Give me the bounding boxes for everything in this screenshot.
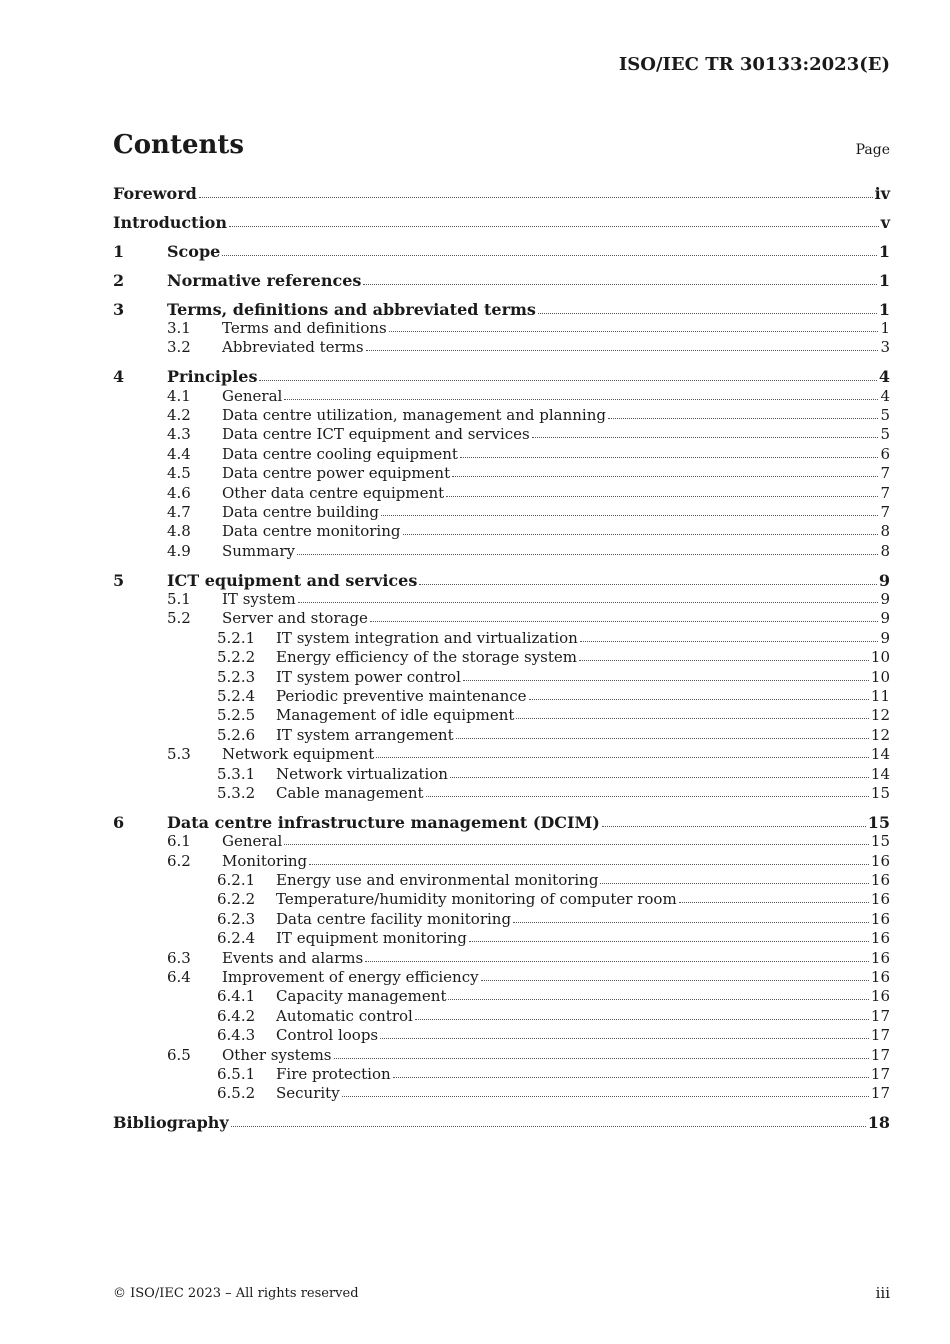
dot-leader	[259, 367, 876, 381]
toc-entry-title: IT equipment monitoring	[276, 929, 467, 948]
copyright-notice: © ISO/IEC 2023 – All rights reserved	[113, 1286, 359, 1301]
toc-entry-page: iv	[874, 184, 890, 203]
toc-entry-title: Data centre ICT equipment and services	[222, 425, 530, 444]
toc-entry-number: 5.2.5	[217, 706, 256, 725]
toc-entry-line	[276, 1084, 890, 1103]
toc-entry-page: 4	[878, 367, 890, 387]
toc-entry-page: 1	[878, 270, 890, 290]
dot-leader	[334, 1045, 869, 1059]
dot-leader	[297, 541, 878, 555]
toc-entry-line	[222, 522, 890, 541]
toc-entry-line	[167, 813, 890, 832]
toc-entry[interactable]	[113, 852, 890, 871]
dot-leader	[363, 271, 876, 285]
toc-entry-page: 8	[880, 541, 890, 560]
toc-entry[interactable]	[113, 668, 890, 687]
page-column-label: Page	[855, 142, 890, 158]
dot-leader	[529, 686, 869, 700]
toc-entry-number: 6.2	[167, 851, 191, 870]
toc-entry-title: Data centre monitoring	[222, 522, 401, 541]
toc-entry-title: Network virtualization	[276, 764, 448, 783]
toc-entry-page: 1	[880, 318, 890, 337]
toc-entry-page: 6	[880, 444, 890, 463]
toc-entry-line	[276, 765, 890, 784]
dot-leader	[376, 744, 869, 758]
toc-entry-line	[222, 590, 890, 609]
toc-entry-line	[276, 668, 890, 687]
toc-entry[interactable]	[113, 571, 890, 590]
toc-entry-number: 6.4.1	[217, 987, 256, 1006]
dot-leader	[389, 318, 879, 332]
toc-entry-title: Data centre power equipment	[222, 464, 451, 483]
document-id: ISO/IEC TR 30133:2023(E)	[618, 54, 890, 75]
toc-entry[interactable]	[113, 706, 890, 725]
toc-entry[interactable]	[113, 184, 890, 203]
dot-leader	[365, 948, 869, 962]
toc-entry-title: Cable management	[276, 783, 424, 802]
toc-entry-page: 1	[878, 241, 890, 261]
toc-entry-title: ICT equipment and services	[167, 570, 418, 590]
toc-entry-number: 6.5.2	[217, 1084, 256, 1103]
toc-entry-title: Automatic control	[276, 1006, 413, 1025]
toc-entry-page: 16	[870, 967, 890, 986]
toc-entry-title: Data centre building	[222, 502, 380, 521]
toc-entry-line	[222, 949, 890, 968]
toc-entry[interactable]	[113, 464, 890, 483]
toc-entry-title: Data centre cooling equipment	[222, 444, 458, 463]
toc-entry[interactable]	[113, 590, 890, 609]
toc-entry-line	[276, 629, 890, 648]
toc-entry[interactable]	[113, 503, 890, 522]
toc-entry-number: 4.7	[167, 502, 191, 521]
toc-entry[interactable]	[113, 968, 890, 987]
dot-leader	[460, 444, 879, 458]
toc-entry-number: 6.1	[167, 832, 191, 851]
toc-entry-line	[167, 367, 890, 386]
dot-leader	[199, 184, 873, 198]
toc-entry-page: 4	[880, 386, 890, 405]
dot-leader	[415, 1006, 869, 1020]
toc-entry-title: Energy efficiency of the storage system	[276, 648, 578, 667]
dot-leader	[380, 1025, 869, 1039]
dot-leader	[452, 463, 878, 477]
toc-entry-number: 4	[113, 367, 125, 387]
toc-entry-number: 3.1	[167, 318, 191, 337]
toc-entry-line	[222, 968, 890, 987]
toc-entry-page: 16	[870, 851, 890, 870]
toc-entry-title: Data centre facility monitoring	[276, 909, 512, 928]
toc-entry-number: 4.2	[167, 406, 191, 425]
dot-leader	[298, 589, 879, 603]
contents-heading: Contents	[113, 130, 245, 160]
toc-entry-title: Network equipment	[222, 745, 375, 764]
toc-entry[interactable]	[113, 1026, 890, 1045]
toc-entry-number: 5.3.2	[217, 783, 256, 802]
toc-entry-title: Principles	[167, 367, 258, 387]
toc-entry-title: IT system power control	[276, 667, 461, 686]
toc-entry[interactable]	[113, 1113, 890, 1132]
toc-entry-title: Data centre utilization, management and planning	[222, 406, 606, 425]
toc-entry-title: Scope	[167, 241, 221, 261]
toc-entry-line	[276, 929, 890, 948]
toc-entry-number: 5	[113, 570, 125, 590]
toc-entry-number: 5.2.6	[217, 725, 256, 744]
toc-entry-page: 16	[870, 909, 890, 928]
toc-entry-line	[222, 745, 890, 764]
toc-entry-line	[276, 1026, 890, 1045]
toc-entry-line	[222, 852, 890, 871]
dot-leader	[366, 337, 879, 351]
toc-entry-page: 16	[870, 871, 890, 889]
dot-leader	[538, 300, 877, 314]
toc-entry[interactable]	[113, 319, 890, 338]
toc-entry-title: Temperature/humidity monitoring of computer room	[276, 890, 677, 909]
toc-entry-title: Periodic preventive maintenance	[276, 686, 527, 705]
dot-leader	[516, 705, 868, 719]
toc-entry-line	[222, 1046, 890, 1065]
toc-entry-title: Energy use and environmental monitoring	[276, 871, 599, 889]
toc-entry[interactable]	[113, 832, 890, 851]
toc-entry-title: General	[222, 832, 283, 851]
toc-entry-title: Improvement of energy efficiency	[222, 967, 479, 986]
toc-entry-number: 6.2.2	[217, 890, 256, 909]
toc-entry-page: 16	[870, 890, 890, 909]
toc-entry-page: 15	[870, 783, 890, 802]
toc-entry-page: 7	[880, 464, 890, 483]
toc-entry-page: 16	[870, 987, 890, 1006]
dot-leader	[532, 424, 879, 438]
toc-entry-page: 18	[867, 1113, 890, 1133]
toc-entry-line	[276, 706, 890, 725]
page-number: iii	[875, 1284, 890, 1302]
toc-entry-page: 15	[867, 812, 890, 832]
toc-entry-line	[167, 242, 890, 261]
dot-leader	[513, 909, 869, 923]
toc-entry[interactable]	[113, 271, 890, 290]
toc-entry-page: 15	[870, 832, 890, 851]
toc-entry[interactable]	[113, 890, 890, 909]
toc-entry-line	[276, 648, 890, 667]
dot-leader	[426, 783, 869, 797]
toc-entry-line	[222, 445, 890, 464]
dot-leader	[284, 831, 869, 845]
toc-entry-line	[222, 832, 890, 851]
toc-entry-number: 3	[113, 299, 125, 319]
toc-entry-page: 17	[870, 1084, 890, 1103]
toc-entry-page: 7	[880, 483, 890, 502]
dot-leader	[456, 725, 869, 739]
toc-entry-number: 4.4	[167, 444, 191, 463]
toc-entry[interactable]	[113, 949, 890, 968]
toc-entry-number: 6.5	[167, 1045, 191, 1064]
dot-leader	[602, 813, 866, 827]
toc-entry[interactable]	[113, 871, 890, 890]
toc-entry-page: 7	[880, 502, 890, 521]
toc-entry-page: 12	[870, 725, 890, 744]
toc-entry-page: 9	[880, 628, 890, 647]
toc-entry[interactable]	[113, 484, 890, 503]
toc-entry-page: 10	[870, 648, 890, 667]
toc-entry-title: Bibliography	[113, 1113, 229, 1133]
toc-entry[interactable]	[113, 629, 890, 648]
toc-entry[interactable]	[113, 367, 890, 386]
toc-entry-title: Foreword	[113, 184, 197, 203]
toc-entry-title: Fire protection	[276, 1064, 391, 1083]
toc-entry[interactable]	[113, 1065, 890, 1084]
toc-entry-number: 4.6	[167, 483, 191, 502]
toc-entry-number: 5.3.1	[217, 764, 256, 783]
toc-entry-line	[222, 503, 890, 522]
toc-entry-line	[222, 464, 890, 483]
dot-leader	[469, 928, 869, 942]
dot-leader	[448, 986, 868, 1000]
toc-entry[interactable]	[113, 338, 890, 357]
toc-entry-title: IT system integration and virtualization	[276, 628, 578, 647]
toc-entry-line	[276, 784, 890, 803]
toc-entry-page: 5	[880, 406, 890, 425]
toc-entry-title: Data centre infrastructure management (DCIM)	[167, 812, 600, 832]
toc-entry-number: 4.9	[167, 541, 191, 560]
toc-entry-line	[113, 184, 890, 203]
toc-entry-line	[113, 213, 890, 232]
dot-leader	[370, 608, 879, 622]
toc-entry-title: Other systems	[222, 1045, 332, 1064]
toc-entry-page: 17	[870, 1006, 890, 1025]
toc-entry-line	[276, 910, 890, 929]
toc-entry-line	[222, 484, 890, 503]
toc-entry-line	[276, 1007, 890, 1026]
toc-entry[interactable]	[113, 445, 890, 464]
toc-entry-line	[222, 319, 890, 338]
dot-leader	[463, 667, 869, 681]
toc-entry-line	[167, 271, 890, 290]
toc-entry-line	[167, 300, 890, 319]
toc-entry-page: 10	[870, 667, 890, 686]
toc-entry-page: 5	[880, 425, 890, 444]
toc-entry-title: Abbreviated terms	[222, 338, 364, 357]
toc-entry-page: 9	[878, 570, 890, 590]
toc-entry[interactable]	[113, 648, 890, 667]
toc-entry-title: Capacity management	[276, 987, 447, 1006]
toc-entry-page: 16	[870, 948, 890, 967]
toc-entry-page: 14	[870, 764, 890, 783]
toc-entry-title: Management of idle equipment	[276, 706, 515, 725]
toc-entry-number: 6.3	[167, 948, 191, 967]
toc-entry-page: 17	[870, 1064, 890, 1083]
toc-entry-title: Security	[276, 1084, 340, 1103]
toc-entry-title: Server and storage	[222, 609, 368, 628]
toc-entry-page: v	[880, 212, 890, 232]
toc-entry-title: Monitoring	[222, 851, 308, 870]
toc-entry-title: Introduction	[113, 212, 227, 232]
toc-entry[interactable]	[113, 609, 890, 628]
toc-entry-title: Terms and definitions	[222, 318, 387, 337]
toc-entry[interactable]	[113, 1084, 890, 1103]
toc-entry-line	[167, 571, 890, 590]
toc-entry[interactable]	[113, 1007, 890, 1026]
toc-entry-line	[222, 609, 890, 628]
toc-entry-page: 12	[870, 706, 890, 725]
dot-leader	[284, 386, 878, 400]
toc-entry[interactable]	[113, 987, 890, 1006]
toc-entry-line	[113, 1113, 890, 1132]
toc-entry-number: 4.5	[167, 464, 191, 483]
toc-entry[interactable]	[113, 813, 890, 832]
toc-entry[interactable]	[113, 784, 890, 803]
dot-leader	[229, 213, 879, 227]
toc-entry-number: 6.5.1	[217, 1064, 256, 1083]
toc-entry-line	[222, 425, 890, 444]
toc-entry-title: IT system arrangement	[276, 725, 454, 744]
toc-entry-number: 6.2.4	[217, 929, 256, 948]
toc-entry[interactable]	[113, 425, 890, 444]
toc-entry-title: IT system	[222, 590, 296, 609]
toc-entry-line	[222, 338, 890, 357]
toc-entry-title: General	[222, 386, 283, 405]
toc-entry-number: 2	[113, 270, 125, 290]
dot-leader	[381, 502, 878, 516]
toc-entry-page: 11	[870, 686, 890, 705]
toc-entry-line	[222, 406, 890, 425]
dot-leader	[342, 1083, 869, 1097]
toc-entry-number: 6.2.1	[217, 871, 256, 889]
toc-entry-title: Events and alarms	[222, 948, 364, 967]
dot-leader	[309, 851, 869, 865]
toc-entry-page: 17	[870, 1026, 890, 1045]
dot-leader	[600, 870, 868, 884]
toc-entry[interactable]	[113, 745, 890, 764]
toc-entry-number: 4.8	[167, 522, 191, 541]
toc-entry[interactable]	[113, 242, 890, 261]
toc-entry-title: Summary	[222, 541, 295, 560]
dot-leader	[579, 647, 869, 661]
dot-leader	[608, 405, 878, 419]
toc-entry-number: 5.2.3	[217, 667, 256, 686]
toc-entry-number: 6.2.3	[217, 909, 256, 928]
toc-entry-line	[222, 542, 890, 561]
toc-entry-title: Normative references	[167, 270, 362, 290]
toc-entry-title: Control loops	[276, 1026, 379, 1045]
dot-leader	[403, 521, 879, 535]
toc-entry-number: 5.2	[167, 609, 191, 628]
dot-leader	[481, 967, 869, 981]
toc-entry[interactable]	[113, 1046, 890, 1065]
toc-entry-number: 5.2.2	[217, 648, 256, 667]
toc-entry-number: 4.3	[167, 425, 191, 444]
toc-entry-page: 3	[880, 338, 890, 357]
toc-entry-number: 1	[113, 241, 125, 261]
dot-leader	[450, 764, 869, 778]
toc-entry-line	[276, 890, 890, 909]
dot-leader	[580, 628, 879, 642]
toc-entry[interactable]	[113, 687, 890, 706]
toc-entry[interactable]	[113, 213, 890, 232]
toc-entry-line	[276, 1065, 890, 1084]
toc-entry-page: 8	[880, 522, 890, 541]
toc-entry[interactable]	[113, 765, 890, 784]
toc-entry-number: 5.1	[167, 590, 191, 609]
toc-entry-page: 14	[870, 745, 890, 764]
toc-entry-number: 5.3	[167, 745, 191, 764]
table-of-contents	[113, 184, 890, 1133]
toc-entry[interactable]	[113, 542, 890, 561]
toc-entry-number: 6	[113, 812, 125, 832]
toc-entry-number: 5.2.1	[217, 628, 256, 647]
toc-entry[interactable]	[113, 387, 890, 406]
toc-entry-number: 6.4.2	[217, 1006, 256, 1025]
toc-entry-line	[222, 387, 890, 406]
toc-entry-line	[276, 987, 890, 1006]
toc-entry-title: Other data centre equipment	[222, 483, 445, 502]
toc-entry-page: 16	[870, 929, 890, 948]
toc-entry-number: 5.2.4	[217, 686, 256, 705]
toc-entry[interactable]	[113, 929, 890, 948]
toc-entry-page: 9	[880, 590, 890, 609]
toc-entry-page: 9	[880, 609, 890, 628]
dot-leader	[419, 571, 877, 585]
dot-leader	[679, 889, 869, 903]
toc-entry[interactable]	[113, 406, 890, 425]
toc-entry[interactable]	[113, 726, 890, 745]
dot-leader	[446, 483, 878, 497]
dot-leader	[231, 1113, 866, 1127]
toc-entry-number: 4.1	[167, 386, 191, 405]
toc-entry-page: 17	[870, 1045, 890, 1064]
dot-leader	[393, 1064, 869, 1078]
toc-entry-title: Terms, definitions and abbreviated terms	[167, 299, 536, 319]
toc-entry[interactable]	[113, 522, 890, 541]
toc-entry-line	[276, 687, 890, 706]
toc-entry[interactable]	[113, 300, 890, 319]
dot-leader	[222, 242, 877, 256]
toc-entry-line	[276, 726, 890, 745]
toc-entry-number: 3.2	[167, 338, 191, 357]
toc-entry-number: 6.4	[167, 967, 191, 986]
toc-entry-number: 6.4.3	[217, 1026, 256, 1045]
toc-entry[interactable]	[113, 910, 890, 929]
toc-entry-page: 1	[878, 299, 890, 319]
toc-entry-line	[276, 871, 890, 890]
